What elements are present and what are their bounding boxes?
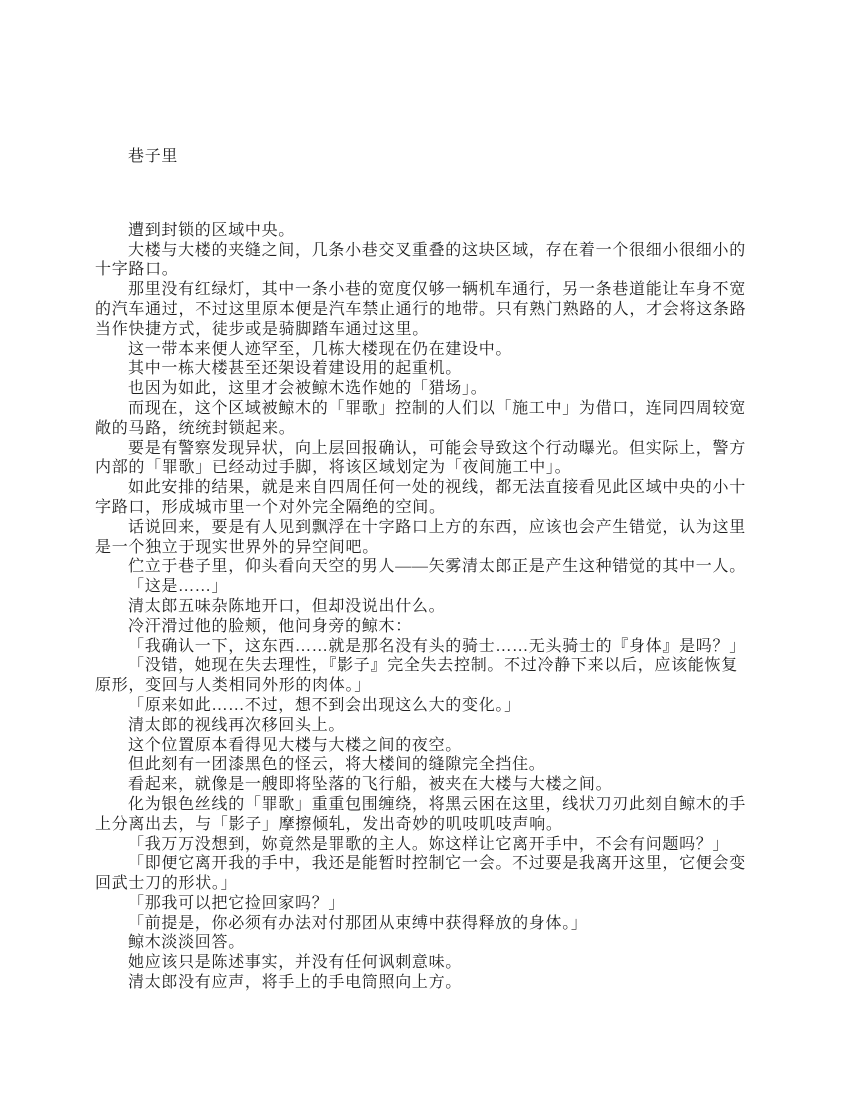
text-line: 「我确认一下，这东西……就是那名没有头的骑士……无头骑士的『身体』是吗？」	[128, 637, 746, 655]
text-line: 但此刻有一团漆黑色的怪云，将大楼间的缝隙完全挡住。	[128, 756, 546, 774]
text-line: 其中一栋大楼甚至还架设着建设用的起重机。	[128, 360, 463, 378]
text-line: 「这是……」	[128, 578, 229, 596]
text-line: 清太郎五味杂陈地开口，但却没说出什么。	[128, 597, 446, 615]
text-line: 「即便它离开我的手中，我还是能暂时控制它一会。不过要是我离开这里，它便会变	[128, 855, 746, 873]
text-line: 原形，变回与人类相同外形的肉体。」	[95, 677, 371, 695]
text-line: 那里没有红绿灯，其中一条小巷的宽度仅够一辆机车通行，另一条巷道能让车身不宽	[128, 281, 746, 299]
text-line: 遭到封锁的区域中央。	[128, 221, 296, 239]
text-line: 「那我可以把它捡回家吗？」	[128, 894, 346, 912]
text-line: 是一个独立于现实世界外的异空间吧。	[95, 538, 379, 556]
text-line: 话说回来，要是有人见到飘浮在十字路口上方的东西，应该也会产生错觉，认为这里	[128, 518, 746, 536]
text-line: 看起来，就像是一艘即将坠落的飞行船，被夹在大楼与大楼之间。	[128, 776, 613, 794]
text-line: 如此安排的结果，就是来自四周任何一处的视线，都无法直接看见此区域中央的小十	[128, 479, 746, 497]
text-line: 这个位置原本看得见大楼与大楼之间的夜空。	[128, 736, 463, 754]
text-line: 要是有警察发现异状，向上层回报确认，可能会导致这个行动曝光。但实际上，警方	[128, 439, 746, 457]
text-line: 鲸木淡淡回答。	[128, 934, 245, 952]
text-line: 清太郎的视线再次移回头上。	[128, 716, 346, 734]
text-line: 大楼与大楼的夹缝之间，几条小巷交叉重叠的这块区域，存在着一个很细小很细小的	[128, 241, 746, 259]
text-line: 冷汗滑过他的脸颊，他问身旁的鲸木：	[128, 617, 412, 635]
text-block	[95, 147, 765, 993]
text-line: 的汽车通过，不过这里原本便是汽车禁止通行的地带。只有熟门熟路的人，才会将这条路	[95, 300, 747, 318]
text-line: 「我万万没想到，妳竟然是罪歌的主人。妳这样让它离开手中，不会有问题吗？」	[128, 835, 730, 853]
text-line: 化为银色丝线的「罪歌」重重包围缠绕，将黑云困在这里，线状刀刃此刻自鲸木的手	[128, 795, 746, 813]
chapter-title: 巷子里	[128, 148, 179, 165]
body-text	[95, 221, 765, 993]
text-line: 这一带本来便人迹罕至，几栋大楼现在仍在建设中。	[128, 340, 513, 358]
text-line: 她应该只是陈述事实，并没有任何讽刺意味。	[128, 954, 463, 972]
text-line: 「原来如此……不过，想不到会出现这么大的变化。」	[128, 696, 521, 714]
text-line: 回武士刀的形状。」	[95, 875, 238, 893]
text-line: 十字路口。	[95, 261, 179, 279]
text-line: 也因为如此，这里才会被鲸木选作她的「猎场」。	[128, 380, 488, 398]
text-line: 上分离出去，与「影子」摩擦倾轧，发出奇妙的叽吱叽吱声响。	[95, 815, 563, 833]
text-line: 当作快捷方式，徒步或是骑脚踏车通过这里。	[95, 320, 430, 338]
text-line: 敞的马路，统统封锁起来。	[95, 419, 296, 437]
text-line: 伫立于巷子里，仰头看向天空的男人——矢雾清太郎正是产生这种错觉的其中一人。	[128, 558, 746, 576]
text-line: 字路口，形成城市里一个对外完全隔绝的空间。	[95, 498, 446, 516]
text-line: 「没错，她现在失去理性，『影子』完全失去控制。不过冷静下来以后，应该能恢复	[128, 657, 738, 675]
text-line: 而现在，这个区域被鲸木的「罪歌」控制的人们以「施工中」为借口，连同四周较宽	[128, 399, 746, 417]
text-line: 内部的「罪歌」已经动过手脚，将该区域划定为「夜间施工中」。	[95, 459, 572, 477]
text-line: 「前提是，你必须有办法对付那团从束缚中获得释放的身体。」	[128, 914, 588, 932]
title-body-gap	[95, 167, 765, 221]
text-line: 清太郎没有应声，将手上的手电筒照向上方。	[128, 974, 463, 992]
